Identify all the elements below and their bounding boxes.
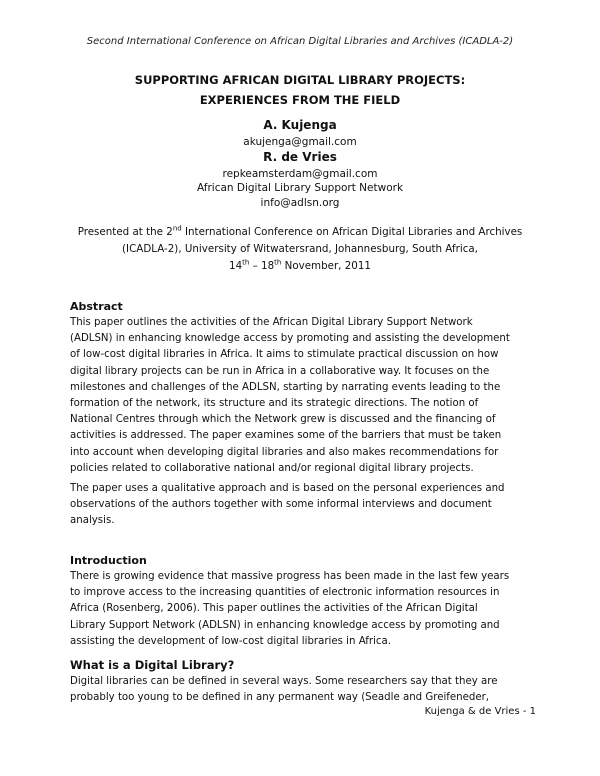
text-line: policies related to collaborative national and/or regional digital library projects. (70, 462, 474, 474)
text-line: Library Support Network (ADLSN) in enhancing knowledge access by promoting and (70, 619, 500, 631)
text-line: to improve access to the increasing quantities of electronic information resources in (70, 587, 500, 599)
presented-line-2: (ICADLA-2), University of Witwatersrand, Johannesburg, South Africa, (122, 243, 478, 255)
text-line: formation of the network, its structure and its strategic directions. The notion of (70, 398, 479, 410)
digital-library-heading: What is a Digital Library? (70, 658, 235, 672)
author-1-name: A. Kujenga (263, 118, 337, 132)
text-line: There is growing evidence that massive progress has been made in the last few years (70, 571, 510, 582)
text-line: of low-cost digital libraries in Africa. It aims to stimulate practical discussion on how (70, 349, 499, 361)
text-line: observations of the authors together with some informal interviews and document (70, 499, 492, 511)
text-line: milestones and challenges of the ADLSN, starting by narrating events leading to the (70, 381, 501, 393)
text-line: The paper uses a qualitative approach and is based on the personal experiences and (70, 483, 505, 494)
text-line: Africa (Rosenberg, 2006). This paper outlines the activities of the African Digital (70, 603, 478, 615)
text-line: This paper outlines the activities of the African Digital Library Support Network (70, 317, 473, 328)
text-line: activities is addressed. The paper examines some of the barriers that must be taken (70, 430, 502, 442)
author-2-name: R. de Vries (263, 150, 337, 164)
presented-line-1: Presented at the 2nd International Conference on African Digital Libraries and Archives (77, 224, 523, 238)
presentation-note (60, 224, 540, 275)
text-line: (ADLSN) in enhancing knowledge access by promoting and assisting the development (70, 333, 510, 345)
introduction-paragraph (70, 569, 540, 650)
abstract-paragraph-1 (70, 315, 540, 477)
organization-email: info@adlsn.org (260, 197, 340, 209)
author-2-email: repkeamsterdam@gmail.com (222, 168, 378, 180)
author-1-email: akujenga@gmail.com (243, 136, 357, 148)
text-line: assisting the development of low-cost digital libraries in Africa. (70, 635, 391, 647)
running-header: Second International Conference on African Digital Libraries and Archives (ICADLA-2) (86, 36, 514, 47)
abstract-paragraph-2 (70, 481, 540, 530)
text-line: National Centres through which the Network grew is discussed and the financing of (70, 414, 496, 426)
presented-dates: 14th – 18th November, 2011 (229, 258, 371, 272)
text-line: into account when developing digital libraries and also makes recommendations for (70, 446, 499, 458)
text-line: Digital libraries can be defined in several ways. Some researchers say that they are (70, 676, 498, 687)
text-line: analysis. (70, 515, 115, 527)
digital-library-paragraph (70, 674, 540, 706)
introduction-heading: Introduction (70, 554, 147, 567)
organization: African Digital Library Support Network (196, 182, 404, 194)
abstract-heading: Abstract (70, 300, 123, 313)
text-line: probably too young to be defined in any permanent way (Seadle and Greifeneder, (70, 692, 490, 704)
title-line-2: EXPERIENCES FROM THE FIELD (199, 93, 401, 107)
title-line-1: SUPPORTING AFRICAN DIGITAL LIBRARY PROJECTS: (134, 73, 466, 87)
text-line: digital library projects can be run in Africa in a collaborative way. It focuses on the (70, 365, 490, 377)
page-footer: Kujenga & de Vries - 1 (424, 706, 536, 717)
paper-title (60, 70, 540, 110)
